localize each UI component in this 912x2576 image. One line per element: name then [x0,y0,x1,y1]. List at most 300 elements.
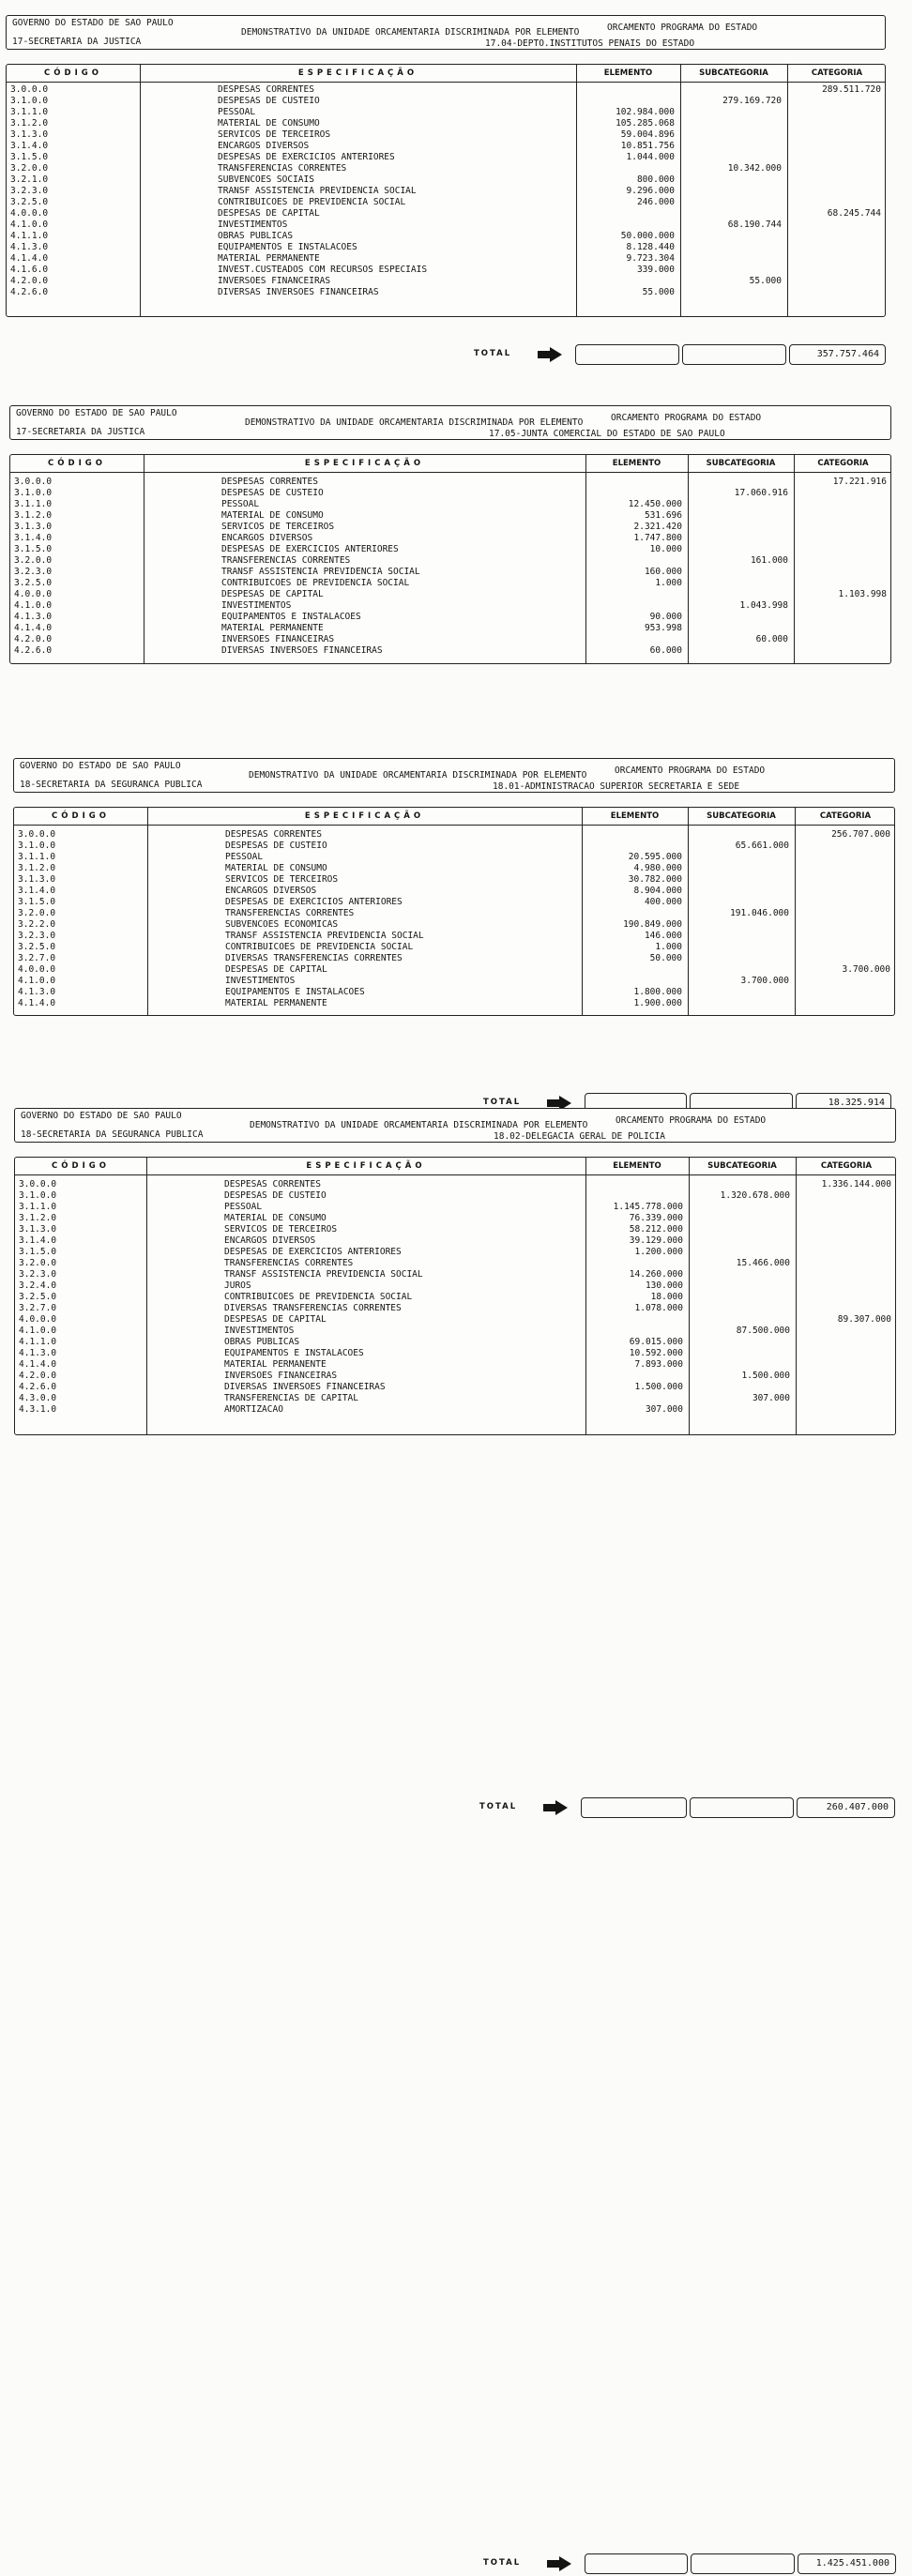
table-body [10,477,890,657]
cell-categoria: 289.511.720 [822,84,881,95]
cell-codigo: 3.1.0.0 [14,488,53,498]
cell-especificacao: EQUIPAMENTOS E INSTALACOES [218,242,357,252]
table-row [10,589,890,600]
table-row [14,919,894,931]
cell-codigo: 3.1.1.0 [18,852,56,862]
col-header-subcategoria: SUBCATEGORIA [707,1161,777,1171]
cell-codigo: 4.2.0.0 [19,1371,57,1381]
cell-especificacao: ENCARGOS DIVERSOS [225,886,317,896]
cell-elemento: 953.998 [644,623,682,633]
table-row [14,897,894,908]
demonstrativo-title: DEMONSTRATIVO DA UNIDADE ORCAMENTARIA DISCRIMINADA POR ELEMENTO [245,417,584,428]
orcamento-title: ORCAMENTO PROGRAMA DO ESTADO [616,1115,767,1126]
cell-codigo: 3.1.0.0 [18,841,56,851]
cell-elemento: 8.904.000 [633,886,682,896]
table-row [7,174,885,186]
cell-elemento: 90.000 [649,612,682,622]
cell-especificacao: MATERIAL DE CONSUMO [218,118,320,129]
cell-especificacao: DIVERSAS INVERSOES FINANCEIRAS [224,1382,386,1392]
cell-codigo: 3.0.0.0 [18,829,56,840]
cell-especificacao: DIVERSAS INVERSOES FINANCEIRAS [221,645,383,656]
cell-codigo: 4.1.4.0 [10,253,49,264]
table-row [15,1202,895,1213]
cell-especificacao: INVEST.CUSTEADOS COM RECURSOS ESPECIAIS [218,265,428,275]
unit-name: 18.02-DELEGACIA GERAL DE POLICIA [494,1131,666,1142]
table-row [15,1235,895,1247]
cell-elemento: 1.000 [655,578,682,588]
table-row [7,129,885,141]
col-header-elemento: ELEMENTO [610,811,660,821]
government-name: GOVERNO DO ESTADO DE SAO PAULO [21,1111,182,1121]
table-row [14,874,894,886]
cell-codigo: 3.2.1.0 [10,174,49,185]
cell-codigo: 3.0.0.0 [19,1179,57,1190]
cell-especificacao: INVERSOES FINANCEIRAS [221,634,335,644]
cell-especificacao: DIVERSAS TRANSFERENCIAS CORRENTES [224,1303,402,1313]
cell-codigo: 3.2.3.0 [14,567,53,577]
cell-subcategoria: 191.046.000 [730,908,789,918]
cell-especificacao: ENCARGOS DIVERSOS [224,1235,316,1246]
cell-elemento: 160.000 [644,567,682,577]
table-row [15,1382,895,1393]
cell-codigo: 3.2.3.0 [18,931,56,941]
table-row [14,908,894,919]
cell-elemento: 8.128.440 [626,242,675,252]
total-box-elemento [575,344,679,365]
cell-codigo: 4.3.1.0 [19,1404,57,1415]
cell-especificacao: INVESTIMENTOS [218,220,288,230]
table-row [10,488,890,499]
cell-especificacao: INVESTIMENTOS [221,600,292,611]
budget-block [6,15,886,367]
cell-codigo: 3.1.4.0 [14,533,53,543]
cell-elemento: 20.595.000 [628,852,682,862]
table-row [15,1292,895,1303]
cell-categoria: 17.221.916 [832,477,887,487]
orcamento-title: ORCAMENTO PROGRAMA DO ESTADO [607,23,758,33]
table-row [10,600,890,612]
table-row [15,1190,895,1202]
table-row [7,84,885,96]
table-row [10,544,890,555]
cell-codigo: 3.1.0.0 [10,96,49,106]
cell-especificacao: AMORTIZACAO [224,1404,283,1415]
cell-codigo: 3.1.1.0 [10,107,49,117]
col-header-categoria: CATEGORIA [817,459,869,468]
cell-elemento: 1.747.800 [633,533,682,543]
total-label: TOTAL [479,1802,518,1811]
cell-especificacao: MATERIAL DE CONSUMO [225,863,327,873]
cell-especificacao: TRANSFERENCIAS CORRENTES [225,908,355,918]
budget-table [9,454,891,664]
cell-categoria: 68.245.744 [827,208,881,219]
table-body [14,829,894,1009]
table-row [7,186,885,197]
cell-especificacao: TRANSF ASSISTENCIA PREVIDENCIA SOCIAL [221,567,420,577]
cell-codigo: 3.1.2.0 [18,863,56,873]
cell-elemento: 400.000 [644,897,682,907]
table-row [7,276,885,287]
cell-subcategoria: 17.060.916 [734,488,788,498]
cell-subcategoria: 1.500.000 [741,1371,790,1381]
cell-codigo: 3.1.4.0 [10,141,49,151]
cell-especificacao: CONTRIBUICOES DE PREVIDENCIA SOCIAL [218,197,406,207]
table-row [7,152,885,163]
cell-especificacao: TRANSF ASSISTENCIA PREVIDENCIA SOCIAL [225,931,424,941]
table-row [7,253,885,265]
cell-elemento: 1.800.000 [633,987,682,997]
cell-especificacao: DESPESAS DE EXERCICIOS ANTERIORES [224,1247,402,1257]
col-header-categoria: CATEGORIA [820,1161,873,1171]
table-row [10,623,890,634]
cell-especificacao: TRANSF ASSISTENCIA PREVIDENCIA SOCIAL [218,186,417,196]
table-row [10,533,890,544]
cell-codigo: 4.1.3.0 [10,242,49,252]
cell-especificacao: DESPESAS DE CUSTEIO [225,841,327,851]
cell-codigo: 4.1.0.0 [10,220,49,230]
table-row [15,1303,895,1314]
col-header-especificacao: ESPECIFICAÇÃO [304,459,425,468]
cell-elemento: 76.339.000 [629,1213,683,1223]
table-row [15,1359,895,1371]
cell-especificacao: INVESTIMENTOS [224,1326,295,1336]
cell-codigo: 4.0.0.0 [10,208,49,219]
orcamento-title: ORCAMENTO PROGRAMA DO ESTADO [615,765,766,776]
cell-especificacao: CONTRIBUICOES DE PREVIDENCIA SOCIAL [221,578,410,588]
table-row [7,265,885,276]
cell-subcategoria: 68.190.744 [727,220,782,230]
cell-elemento: 58.212.000 [629,1224,683,1235]
cell-especificacao: INVESTIMENTOS [225,976,296,986]
col-header-elemento: ELEMENTO [612,459,661,468]
cell-elemento: 800.000 [636,174,675,185]
cell-elemento: 59.004.896 [620,129,675,140]
cell-codigo: 4.1.4.0 [19,1359,57,1370]
cell-especificacao: MATERIAL DE CONSUMO [221,510,324,521]
cell-codigo: 3.2.5.0 [10,197,49,207]
unit-name: 17.04-DEPTO.INSTITUTOS PENAIS DO ESTADO [485,38,695,49]
cell-subcategoria: 1.320.678.000 [720,1190,790,1201]
col-header-especificacao: ESPECIFICAÇÃO [304,811,425,821]
government-name: GOVERNO DO ESTADO DE SAO PAULO [16,408,177,418]
table-row [14,886,894,897]
cell-especificacao: TRANSFERENCIAS CORRENTES [221,555,351,566]
table-header [14,808,894,826]
cell-elemento: 1.078.000 [634,1303,683,1313]
cell-elemento: 10.592.000 [629,1348,683,1358]
table-row [14,976,894,987]
document-header [14,1108,896,1143]
col-header-codigo: CÓDIGO [52,1161,110,1171]
cell-elemento: 69.015.000 [629,1337,683,1347]
table-row [15,1337,895,1348]
table-row [15,1393,895,1404]
cell-codigo: 4.0.0.0 [14,589,53,599]
total-box-subcategoria [691,2553,795,2574]
cell-elemento: 10.000 [649,544,682,554]
table-row [15,1404,895,1416]
cell-elemento: 339.000 [636,265,675,275]
cell-codigo: 4.1.4.0 [14,623,53,633]
cell-especificacao: OBRAS PUBLICAS [218,231,294,241]
cell-especificacao: SERVICOS DE TERCEIROS [225,874,339,885]
cell-especificacao: MATERIAL PERMANENTE [224,1359,327,1370]
cell-elemento: 1.145.778.000 [613,1202,683,1212]
col-header-categoria: CATEGORIA [819,811,872,821]
table-row [15,1326,895,1337]
cell-codigo: 4.1.3.0 [14,612,53,622]
cell-especificacao: OBRAS PUBLICAS [224,1337,300,1347]
cell-especificacao: SERVICOS DE TERCEIROS [224,1224,338,1235]
secretaria-name: 18-SECRETARIA DA SEGURANCA PUBLICA [21,1129,204,1140]
table-row [15,1348,895,1359]
table-row [14,852,894,863]
secretaria-name: 17-SECRETARIA DA JUSTICA [12,37,142,47]
cell-elemento: 39.129.000 [629,1235,683,1246]
total-label: TOTAL [483,2558,522,2568]
total-label: TOTAL [483,1098,522,1107]
document-header [6,15,886,50]
table-row [15,1371,895,1382]
table-row [7,197,885,208]
cell-codigo: 4.1.1.0 [19,1337,57,1347]
budget-table [6,64,886,317]
table-row [15,1213,895,1224]
cell-codigo: 4.1.4.0 [18,998,56,1008]
total-row [14,2553,896,2574]
table-row [10,555,890,567]
table-row [7,231,885,242]
cell-elemento: 10.851.756 [620,141,675,151]
cell-elemento: 130.000 [645,1280,683,1291]
cell-elemento: 1.200.000 [634,1247,683,1257]
cell-especificacao: ENCARGOS DIVERSOS [218,141,310,151]
table-row [7,287,885,298]
cell-categoria: 256.707.000 [831,829,890,840]
cell-especificacao: SUBVENCOES ECONOMICAS [225,919,339,930]
cell-especificacao: DESPESAS CORRENTES [225,829,322,840]
cell-codigo: 4.1.0.0 [18,976,56,986]
arrow-right-icon [538,347,562,362]
cell-elemento: 105.285.068 [616,118,675,129]
col-header-codigo: CÓDIGO [48,459,106,468]
total-row [6,344,886,365]
table-row [14,964,894,976]
cell-especificacao: EQUIPAMENTOS E INSTALACOES [224,1348,364,1358]
cell-subcategoria: 15.466.000 [736,1258,790,1268]
budget-table [14,1157,896,1435]
cell-codigo: 3.1.4.0 [18,886,56,896]
cell-codigo: 4.1.1.0 [10,231,49,241]
cell-especificacao: MATERIAL PERMANENTE [218,253,320,264]
table-row [10,522,890,533]
table-row [10,634,890,645]
cell-especificacao: DESPESAS CORRENTES [224,1179,321,1190]
cell-codigo: 3.2.4.0 [19,1280,57,1291]
cell-codigo: 3.0.0.0 [14,477,53,487]
table-row [10,499,890,510]
cell-especificacao: DESPESAS DE CAPITAL [221,589,324,599]
cell-codigo: 3.2.0.0 [18,908,56,918]
cell-codigo: 4.1.3.0 [18,987,56,997]
cell-codigo: 3.1.2.0 [10,118,49,129]
cell-elemento: 307.000 [645,1404,683,1415]
table-row [10,578,890,589]
cell-especificacao: SERVICOS DE TERCEIROS [221,522,335,532]
table-row [10,477,890,488]
cell-especificacao: MATERIAL PERMANENTE [225,998,327,1008]
cell-elemento: 190.849.000 [623,919,682,930]
cell-codigo: 3.2.3.0 [10,186,49,196]
orcamento-title: ORCAMENTO PROGRAMA DO ESTADO [611,413,762,423]
cell-especificacao: INVERSOES FINANCEIRAS [224,1371,338,1381]
cell-elemento: 4.980.000 [633,863,682,873]
total-box-subcategoria [682,344,786,365]
unit-name: 18.01-ADMINISTRACAO SUPERIOR SECRETARIA E SEDE [493,781,740,792]
table-header [7,65,885,83]
cell-subcategoria: 87.500.000 [736,1326,790,1336]
col-header-categoria: CATEGORIA [811,68,863,78]
cell-especificacao: PESSOAL [225,852,264,862]
table-row [14,863,894,874]
cell-elemento: 246.000 [636,197,675,207]
cell-codigo: 3.2.7.0 [19,1303,57,1313]
cell-especificacao: SUBVENCOES SOCIAIS [218,174,314,185]
cell-codigo: 3.1.5.0 [18,897,56,907]
cell-especificacao: CONTRIBUICOES DE PREVIDENCIA SOCIAL [225,942,414,952]
cell-codigo: 3.2.0.0 [10,163,49,174]
cell-codigo: 3.1.3.0 [10,129,49,140]
cell-especificacao: DESPESAS DE EXERCICIOS ANTERIORES [225,897,403,907]
cell-especificacao: DESPESAS DE CUSTEIO [221,488,324,498]
document-header [13,758,895,793]
cell-codigo: 3.1.3.0 [18,874,56,885]
cell-elemento: 12.450.000 [628,499,682,509]
cell-codigo: 3.2.0.0 [19,1258,57,1268]
table-row [14,987,894,998]
cell-subcategoria: 161.000 [750,555,788,566]
table-header [10,455,890,473]
cell-especificacao: DESPESAS DE CAPITAL [225,964,327,975]
table-row [14,841,894,852]
cell-subcategoria: 60.000 [755,634,788,644]
cell-especificacao: DESPESAS DE CAPITAL [218,208,320,219]
cell-especificacao: EQUIPAMENTOS E INSTALACOES [221,612,361,622]
cell-subcategoria: 3.700.000 [740,976,789,986]
col-header-codigo: CÓDIGO [44,68,102,78]
cell-codigo: 3.1.5.0 [10,152,49,162]
cell-especificacao: PESSOAL [218,107,256,117]
cell-especificacao: JUROS [224,1280,251,1291]
cell-codigo: 3.1.1.0 [14,499,53,509]
cell-codigo: 4.2.6.0 [19,1382,57,1392]
table-row [7,242,885,253]
cell-elemento: 1.900.000 [633,998,682,1008]
cell-codigo: 3.1.3.0 [14,522,53,532]
cell-subcategoria: 55.000 [749,276,782,286]
document-header [9,405,891,440]
total-box-categoria: 260.407.000 [797,1797,895,1818]
cell-elemento: 18.000 [650,1292,683,1302]
cell-subcategoria: 307.000 [752,1393,790,1403]
cell-codigo: 4.2.6.0 [10,287,49,297]
table-row [15,1280,895,1292]
table-row [14,829,894,841]
cell-codigo: 4.3.0.0 [19,1393,57,1403]
cell-especificacao: SERVICOS DE TERCEIROS [218,129,331,140]
table-row [7,141,885,152]
cell-codigo: 3.0.0.0 [10,84,49,95]
budget-table [13,807,895,1016]
cell-especificacao: EQUIPAMENTOS E INSTALACOES [225,987,365,997]
col-header-subcategoria: SUBCATEGORIA [699,68,768,78]
cell-elemento: 531.696 [644,510,682,521]
total-box-categoria: 1.425.451.000 [798,2553,896,2574]
cell-elemento: 55.000 [642,287,675,297]
cell-categoria: 1.103.998 [838,589,887,599]
total-box-categoria: 18.325.914 [796,1093,891,1114]
cell-especificacao: ENCARGOS DIVERSOS [221,533,313,543]
cell-especificacao: MATERIAL PERMANENTE [221,623,324,633]
cell-elemento: 1.000 [655,942,682,952]
table-row [15,1314,895,1326]
total-box-categoria: 357.757.464 [789,344,886,365]
cell-elemento: 50.000.000 [620,231,675,241]
budget-block [14,1108,896,2576]
cell-codigo: 3.1.1.0 [19,1202,57,1212]
cell-especificacao: DESPESAS DE EXERCICIOS ANTERIORES [221,544,399,554]
table-row [7,96,885,107]
table-body [15,1179,895,1416]
cell-especificacao: PESSOAL [224,1202,263,1212]
col-header-especificacao: ESPECIFICAÇÃO [306,1161,426,1171]
unit-name: 17.05-JUNTA COMERCIAL DO ESTADO DE SAO PAULO [489,429,725,439]
cell-subcategoria: 65.661.000 [735,841,789,851]
table-row [14,998,894,1009]
cell-especificacao: TRANSFERENCIAS CORRENTES [224,1258,354,1268]
cell-subcategoria: 10.342.000 [727,163,782,174]
table-row [14,931,894,942]
table-row [15,1247,895,1258]
cell-elemento: 7.893.000 [634,1359,683,1370]
cell-especificacao: TRANSFERENCIAS DE CAPITAL [224,1393,358,1403]
cell-especificacao: CONTRIBUICOES DE PREVIDENCIA SOCIAL [224,1292,413,1302]
col-header-subcategoria: SUBCATEGORIA [706,459,776,468]
table-row [7,163,885,174]
table-row [10,612,890,623]
table-row [7,118,885,129]
col-header-subcategoria: SUBCATEGORIA [707,811,776,821]
table-row [7,107,885,118]
cell-subcategoria: 279.169.720 [722,96,782,106]
cell-especificacao: DESPESAS DE CUSTEIO [224,1190,327,1201]
cell-especificacao: INVERSOES FINANCEIRAS [218,276,331,286]
cell-especificacao: DESPESAS CORRENTES [218,84,314,95]
cell-elemento: 146.000 [644,931,682,941]
demonstrativo-title: DEMONSTRATIVO DA UNIDADE ORCAMENTARIA DISCRIMINADA POR ELEMENTO [249,770,587,780]
cell-especificacao: DESPESAS DE CAPITAL [224,1314,327,1325]
secretaria-name: 18-SECRETARIA DA SEGURANCA PUBLICA [20,780,203,790]
cell-codigo: 3.2.5.0 [19,1292,57,1302]
table-body [7,84,885,298]
table-row [7,208,885,220]
demonstrativo-title: DEMONSTRATIVO DA UNIDADE ORCAMENTARIA DISCRIMINADA POR ELEMENTO [250,1120,588,1130]
cell-codigo: 3.2.5.0 [14,578,53,588]
cell-elemento: 9.296.000 [626,186,675,196]
cell-especificacao: PESSOAL [221,499,260,509]
table-row [14,953,894,964]
col-header-elemento: ELEMENTO [613,1161,661,1171]
